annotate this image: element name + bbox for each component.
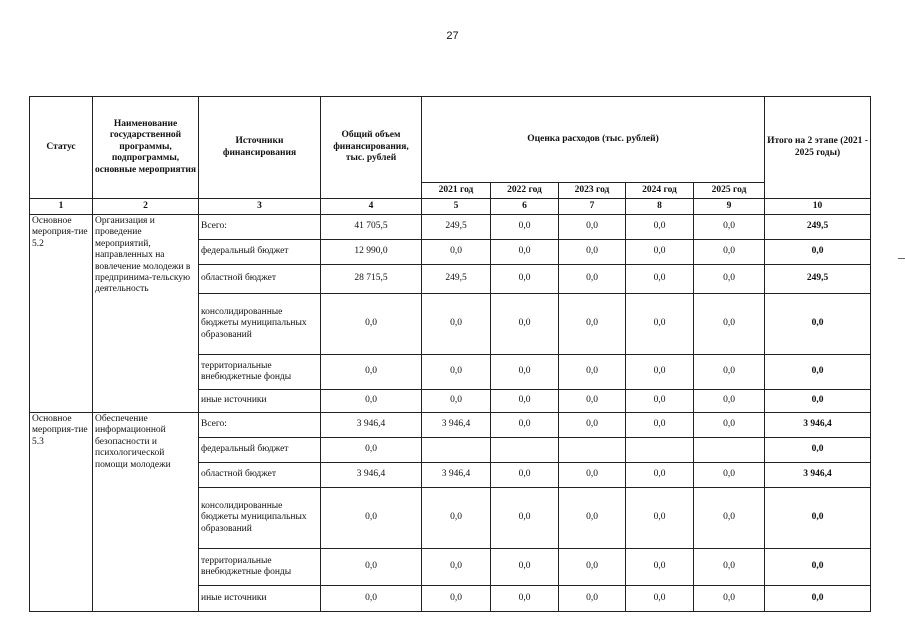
year-value-cell: 0,0 (694, 586, 765, 612)
year-value-cell: 0,0 (694, 390, 765, 413)
header-year: 2025 год (694, 183, 765, 199)
source-cell: федеральный бюджет (199, 438, 321, 463)
year-value-cell: 0,0 (422, 390, 491, 413)
year-value-cell (694, 438, 765, 463)
total-cell: 0,0 (321, 355, 422, 390)
year-value-cell: 0,0 (491, 355, 559, 390)
year-value-cell: 0,0 (626, 586, 694, 612)
stage-total-cell: 0,0 (765, 390, 871, 413)
year-value-cell: 0,0 (559, 265, 626, 294)
source-cell: федеральный бюджет (199, 240, 321, 265)
total-cell: 0,0 (321, 549, 422, 586)
status-cell: Основное мероприя-тие 5.3 (30, 413, 93, 612)
year-value-cell: 0,0 (694, 215, 765, 240)
year-value-cell: 0,0 (422, 240, 491, 265)
year-value-cell: 0,0 (559, 586, 626, 612)
stage-total-cell: 0,0 (765, 438, 871, 463)
stage-total-cell: 0,0 (765, 355, 871, 390)
financing-table (29, 96, 871, 612)
total-cell: 0,0 (321, 294, 422, 355)
measure-name-cell: Организация и проведение мероприятий, направленных на вовлечение молодежи в предпринима-тельскую деятельность (93, 215, 199, 413)
stage-total-cell: 249,5 (765, 215, 871, 240)
year-value-cell: 3 946,4 (422, 463, 491, 488)
col-number: 9 (694, 199, 765, 215)
total-cell: 0,0 (321, 586, 422, 612)
col-number: 1 (30, 199, 93, 215)
year-value-cell: 0,0 (559, 215, 626, 240)
year-value-cell: 0,0 (422, 355, 491, 390)
year-value-cell: 0,0 (694, 549, 765, 586)
header-year: 2022 год (491, 183, 559, 199)
stage-total-cell: 3 946,4 (765, 413, 871, 438)
col-number: 2 (93, 199, 199, 215)
year-value-cell: 0,0 (491, 265, 559, 294)
year-value-cell (626, 438, 694, 463)
table-row (30, 215, 871, 240)
margin-mark (898, 258, 905, 259)
year-value-cell (422, 438, 491, 463)
total-cell: 0,0 (321, 390, 422, 413)
year-value-cell: 0,0 (422, 294, 491, 355)
year-value-cell: 249,5 (422, 215, 491, 240)
year-value-cell: 0,0 (491, 549, 559, 586)
source-cell: Всего: (199, 215, 321, 240)
year-value-cell: 0,0 (626, 240, 694, 265)
source-cell: иные источники (199, 586, 321, 612)
source-cell: консолидированные бюджеты муниципальных образований (199, 294, 321, 355)
col-number: 7 (559, 199, 626, 215)
year-value-cell: 0,0 (491, 463, 559, 488)
source-cell: Всего: (199, 413, 321, 438)
year-value-cell: 0,0 (626, 265, 694, 294)
table-row (30, 413, 871, 438)
stage-total-cell: 0,0 (765, 549, 871, 586)
table-header (30, 97, 871, 215)
header-stage-total: Итого на 2 этапе (2021 - 2025 годы) (765, 97, 871, 199)
year-value-cell: 0,0 (422, 488, 491, 549)
stage-total-cell: 3 946,4 (765, 463, 871, 488)
measure-name-cell: Обеспечение информационной безопасности и психологической помощи молодежи (93, 413, 199, 612)
year-value-cell: 0,0 (626, 463, 694, 488)
total-cell: 28 715,5 (321, 265, 422, 294)
year-value-cell: 0,0 (694, 294, 765, 355)
year-value-cell: 3 946,4 (422, 413, 491, 438)
year-value-cell: 0,0 (694, 355, 765, 390)
year-value-cell: 0,0 (694, 413, 765, 438)
year-value-cell: 0,0 (626, 549, 694, 586)
year-value-cell: 0,0 (694, 240, 765, 265)
source-cell: консолидированные бюджеты муниципальных образований (199, 488, 321, 549)
total-cell: 3 946,4 (321, 463, 422, 488)
year-value-cell: 0,0 (422, 586, 491, 612)
source-cell: иные источники (199, 390, 321, 413)
total-cell: 0,0 (321, 438, 422, 463)
total-cell: 12 990,0 (321, 240, 422, 265)
total-cell: 0,0 (321, 488, 422, 549)
col-number: 4 (321, 199, 422, 215)
year-value-cell: 0,0 (626, 294, 694, 355)
col-number: 8 (626, 199, 694, 215)
year-value-cell: 0,0 (491, 390, 559, 413)
total-cell: 3 946,4 (321, 413, 422, 438)
source-cell: областной бюджет (199, 265, 321, 294)
col-number: 10 (765, 199, 871, 215)
source-cell: территориальные внебюджетные фонды (199, 355, 321, 390)
col-number: 5 (422, 199, 491, 215)
year-value-cell: 0,0 (626, 215, 694, 240)
status-cell: Основное мероприя-тие 5.2 (30, 215, 93, 413)
header-year: 2023 год (559, 183, 626, 199)
col-number: 3 (199, 199, 321, 215)
stage-total-cell: 0,0 (765, 488, 871, 549)
header-estimate: Оценка расходов (тыс. рублей) (422, 97, 765, 183)
year-value-cell: 0,0 (559, 294, 626, 355)
year-value-cell: 0,0 (694, 488, 765, 549)
year-value-cell: 0,0 (491, 215, 559, 240)
year-value-cell: 0,0 (491, 413, 559, 438)
header-year: 2024 год (626, 183, 694, 199)
year-value-cell: 0,0 (422, 549, 491, 586)
year-value-cell: 0,0 (626, 355, 694, 390)
year-value-cell: 0,0 (491, 488, 559, 549)
year-value-cell: 0,0 (559, 488, 626, 549)
total-cell: 41 705,5 (321, 215, 422, 240)
year-value-cell: 0,0 (626, 390, 694, 413)
year-value-cell: 0,0 (559, 463, 626, 488)
year-value-cell: 0,0 (491, 240, 559, 265)
year-value-cell (559, 438, 626, 463)
year-value-cell: 0,0 (491, 294, 559, 355)
year-value-cell: 0,0 (559, 413, 626, 438)
stage-total-cell: 0,0 (765, 586, 871, 612)
year-value-cell (491, 438, 559, 463)
year-value-cell: 0,0 (694, 265, 765, 294)
table-body (30, 215, 871, 612)
stage-total-cell: 0,0 (765, 240, 871, 265)
header-sources: Источники финансирования (199, 97, 321, 199)
source-cell: областной бюджет (199, 463, 321, 488)
header-name: Наименование государственной программы, подпрограммы, основные мероприятия (93, 97, 199, 199)
year-value-cell: 0,0 (559, 240, 626, 265)
header-total: Общий объем финансирования, тыс. рублей (321, 97, 422, 199)
header-status: Статус (30, 97, 93, 199)
col-number: 6 (491, 199, 559, 215)
year-value-cell: 0,0 (626, 413, 694, 438)
year-value-cell: 0,0 (559, 355, 626, 390)
source-cell: территориальные внебюджетные фонды (199, 549, 321, 586)
stage-total-cell: 249,5 (765, 265, 871, 294)
year-value-cell: 0,0 (559, 390, 626, 413)
header-year: 2021 год (422, 183, 491, 199)
year-value-cell: 0,0 (694, 463, 765, 488)
stage-total-cell: 0,0 (765, 294, 871, 355)
year-value-cell: 0,0 (626, 488, 694, 549)
page-number: 27 (446, 30, 459, 42)
year-value-cell: 0,0 (491, 586, 559, 612)
year-value-cell: 249,5 (422, 265, 491, 294)
year-value-cell: 0,0 (559, 549, 626, 586)
